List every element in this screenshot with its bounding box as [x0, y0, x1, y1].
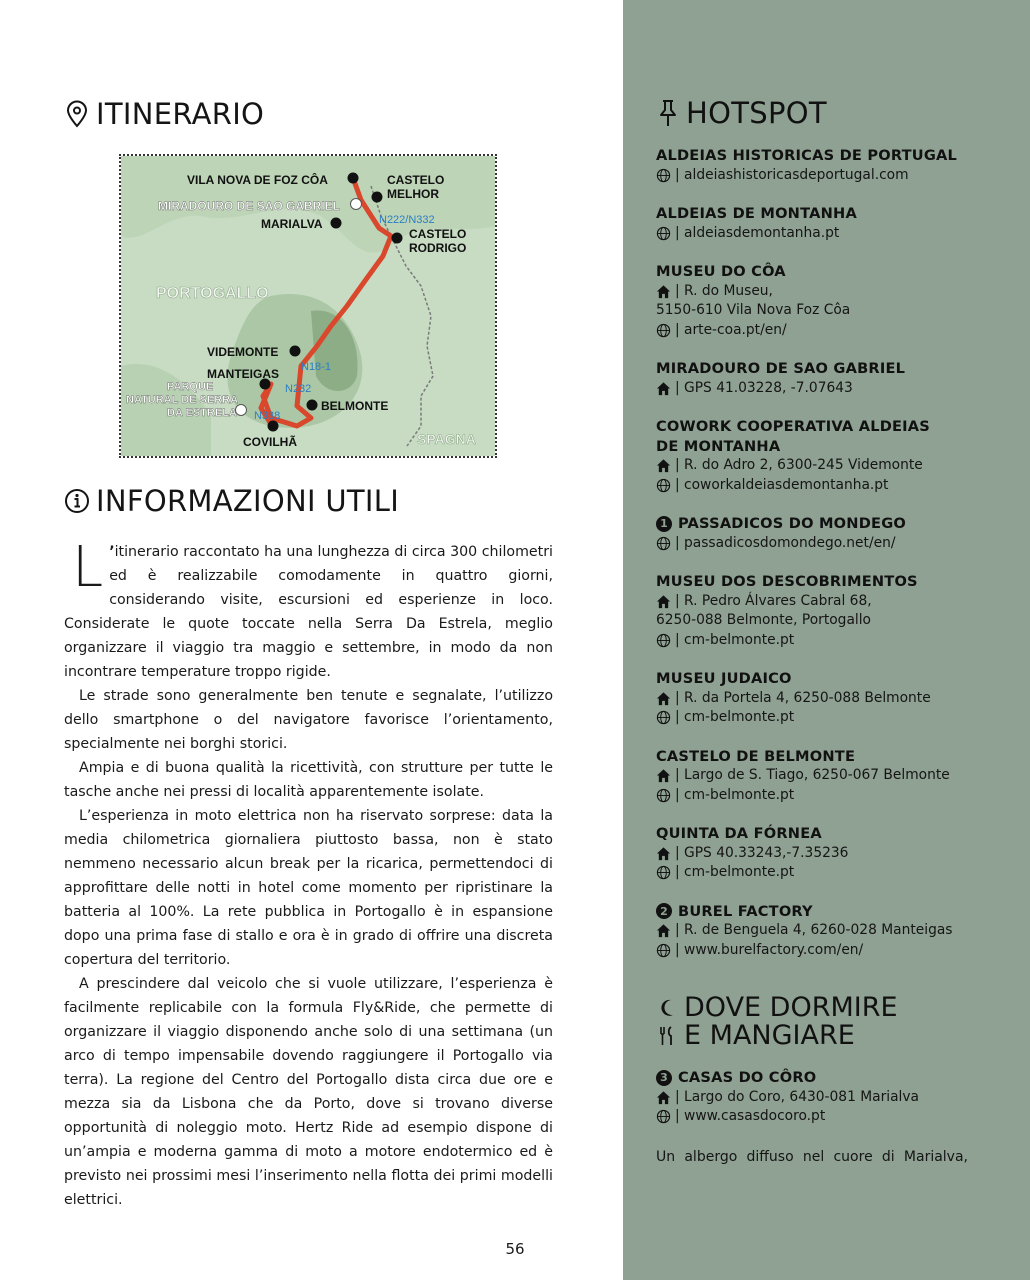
hotspot-entry: [656, 902, 996, 961]
hotspot-web-line: [656, 476, 996, 496]
globe-icon: [656, 226, 671, 241]
hotspot-address: | Largo de S. Tiago, 6250-067 Belmonte: [675, 767, 950, 783]
hotspot-address-line: [656, 1088, 968, 1108]
hotspot-entry: [656, 146, 996, 185]
dropcap-apostrophe: ’: [109, 544, 115, 560]
home-icon: [656, 923, 671, 938]
hotspot-entry: [656, 669, 996, 728]
hotspot-name-row: [656, 1068, 968, 1088]
paragraph-1: [64, 535, 553, 684]
hotspot-entry: [656, 572, 996, 650]
hotspot-name: PASSADICOS DO MONDEGO: [678, 515, 906, 532]
number-badge: 1: [656, 516, 672, 532]
hotspot-name-row: [656, 514, 996, 534]
hotspot-name: ALDEIAS DE MONTANHA: [656, 205, 857, 222]
hotspot-website[interactable]: | cm-belmonte.pt: [675, 864, 795, 880]
globe-icon: [656, 536, 671, 551]
hotspot-address: | R. da Portela 4, 6250-088 Belmonte: [675, 689, 931, 706]
hotspot-name: MUSEU JUDAICO: [656, 670, 792, 687]
hotspot-web-line: [656, 166, 996, 186]
map-pin-icon: [64, 100, 90, 128]
map-point-vila-nova: [348, 173, 359, 184]
map-label-parque-1: PARQUE: [167, 381, 214, 393]
hotspot-name: MUSEU DO CÔA: [656, 263, 786, 280]
paragraph-5: A prescindere dal veicolo che si vuole utilizzare, l’esperienza è facilmente replicabile con la formula Fly&Ride, che permette di organizzare il viaggio disponendo anche solo di una settimana (un arco di tempo impensabile dovendo raggiungere il Portogallo via terra). La regione del Centro del Portogallo dista circa due ore e mezza sia da Lisbona che da Porto, dove si trovano diverse opportunità di noleggio moto. Hertz Ride ad esempio dispone di un’ampia e moderna gamma di moto a motore endotermico ed è previsto nei prossimi mesi l’inserimento nella flotta dei primi modelli elettrici.: [64, 976, 553, 1208]
hotspot-name-2: DE MONTANHA: [656, 437, 781, 455]
hotspot-name-1: COWORK COOPERATIVA ALDEIAS: [656, 418, 931, 435]
home-icon: [656, 458, 671, 473]
map-label-road-n232: N232: [285, 383, 312, 395]
hotspot-web-line: [656, 863, 996, 883]
home-icon: [656, 691, 671, 706]
casas-description: Un albergo diffuso nel cuore di Marialva,: [656, 1149, 968, 1165]
globe-icon: [656, 1109, 671, 1124]
hotspot-name-row: [656, 902, 996, 922]
paragraph-2: Le strade sono generalmente ben tenute e segnalate, l’utilizzo dello smartphone o del navigatore favorisce l’orientamento, specialmente nei borghi storici.: [64, 688, 553, 752]
map-label-covilha: COVILHÃ: [243, 435, 297, 449]
dove-title-2: E MANGIARE: [684, 1020, 855, 1051]
hotspot-address-line: [656, 592, 996, 631]
map-point-marialva: [331, 218, 342, 229]
map-label-parque-3: DA ESTRELA: [167, 407, 237, 419]
home-icon: [656, 594, 671, 609]
hotspot-address-1: | R. do Museu,: [675, 282, 773, 299]
hotspot-address-2: 6250-088 Belmonte, Portogallo: [656, 612, 872, 628]
map-point-miradouro: [351, 199, 362, 210]
map-point-parque: [236, 405, 247, 416]
hotspot-website[interactable]: | cm-belmonte.pt: [675, 709, 795, 725]
home-icon: [656, 1090, 671, 1105]
globe-icon: [656, 943, 671, 958]
map-label-road-n222: N222/N332: [379, 214, 435, 226]
hotspot-web-line: [656, 631, 996, 651]
dove-heading-row-2: [658, 1022, 898, 1050]
map-label-castelo-melhor-1: CASTELO: [387, 173, 445, 187]
dove-title-1: DOVE DORMIRE: [684, 992, 898, 1023]
paragraph-3: Ampia e di buona qualità la ricettività, con strutture per tutte le tasche anche nei pressi di località apparentemente isolate.: [64, 760, 553, 800]
map-point-belmonte: [307, 400, 318, 411]
hotspot-name: MUSEU DOS DESCOBRIMENTOS: [656, 573, 918, 590]
hotspot-name: ALDEIAS HISTORICAS DE PORTUGAL: [656, 147, 957, 164]
map-label-castelo-rodrigo-1: CASTELO: [409, 227, 467, 241]
hotspot-list: [656, 146, 996, 979]
hotspot-website[interactable]: | www.casasdocoro.pt: [675, 1108, 826, 1124]
hotspot-name: QUINTA DA FÓRNEA: [656, 825, 822, 842]
itinerario-title: ITINERARIO: [96, 97, 265, 131]
hotspot-entry: [656, 514, 996, 553]
globe-icon: [656, 865, 671, 880]
hotspot-address: | GPS 40.33243,-7.35236: [675, 844, 849, 861]
pushpin-icon: [656, 98, 680, 128]
dove-dormire-heading: [658, 994, 898, 1050]
hotspot-address-line: [656, 766, 996, 786]
hotspot-website[interactable]: | aldeiasdemontanha.pt: [675, 224, 840, 241]
number-badge: 2: [656, 903, 672, 919]
map-point-castelo-melhor: [372, 192, 383, 203]
home-icon: [656, 284, 671, 299]
hotspot-name: BUREL FACTORY: [678, 902, 813, 920]
hotspot-address-line: [656, 689, 996, 709]
map-label-road-n338: N338: [254, 410, 281, 422]
hotspot-address-line: [656, 282, 996, 321]
hotspot-address: [656, 282, 851, 321]
dove-heading-row-1: [658, 994, 898, 1022]
hotspot-name: CASTELO DE BELMONTE: [656, 747, 856, 765]
hotspot-entry: [656, 747, 996, 806]
hotspot-entry: [656, 262, 996, 340]
casas-do-coro-entry: [656, 1068, 968, 1127]
hotspot-website[interactable]: | cm-belmonte.pt: [675, 786, 795, 803]
hotspot-address-line: [656, 921, 996, 941]
hotspot-website[interactable]: | cm-belmonte.pt: [675, 631, 795, 648]
hotspot-website[interactable]: | arte-coa.pt/en/: [675, 321, 787, 338]
map-label-marialva: MARIALVA: [261, 217, 323, 231]
globe-icon: [656, 323, 671, 338]
hotspot-website[interactable]: | www.burelfactory.com/en/: [675, 941, 864, 958]
hotspot-address-line: [656, 379, 996, 399]
map-label-spagna: SPAGNA: [417, 431, 476, 447]
route-map: [119, 154, 497, 458]
info-heading: [64, 484, 399, 518]
cutlery-icon: [658, 1025, 676, 1047]
globe-icon: [656, 478, 671, 493]
globe-icon: [656, 788, 671, 803]
hotspot-address-line: [656, 844, 996, 864]
hotspot-web-line: [656, 1107, 968, 1127]
home-icon: [656, 846, 671, 861]
map-label-portogallo: PORTOGALLO: [156, 285, 269, 302]
hotspot-entry: [656, 824, 996, 883]
hotspot-name: MIRADOURO DE SAO GABRIEL: [656, 360, 906, 377]
hotspot-entry: [656, 204, 996, 243]
hotspot-address-2: 5150-610 Vila Nova Foz Côa: [656, 302, 851, 318]
hotspot-website[interactable]: | passadicosdomondego.net/en/: [675, 534, 896, 551]
paragraph-4: L’esperienza in moto elettrica non ha riservato sorprese: data la media chilometrica giornaliera piuttosto bassa, non è stato nemmeno necessario alcun break per la ricarica, permettendoci di approfittare delle notti in hotel come momento per ripristinare la batteria al 100%. La rete pubblica in Portogallo è in espansione dopo una prima fase di stallo e ora è in grado di offrire una discreta copertura del territorio.: [64, 808, 553, 968]
home-icon: [656, 381, 671, 396]
info-title: INFORMAZIONI UTILI: [96, 484, 400, 518]
map-label-castelo-rodrigo-2: RODRIGO: [409, 241, 467, 255]
map-label-parque-2: NATURAL DE SERRA: [126, 394, 239, 406]
hotspot-web-line: [656, 941, 996, 961]
hotspot-web-line: [656, 708, 996, 728]
hotspot-address: | Largo do Coro, 6430-081 Marialva: [675, 1088, 920, 1105]
hotspot-entry: [656, 417, 996, 495]
globe-icon: [656, 633, 671, 648]
hotspot-web-line: [656, 321, 996, 341]
map-label-castelo-melhor-2: MELHOR: [387, 187, 439, 201]
article-body: [64, 535, 553, 1212]
map-label-road-n181: N18-1: [301, 361, 331, 373]
hotspot-address: | R. de Benguela 4, 6260-028 Manteigas: [675, 922, 953, 938]
home-icon: [656, 768, 671, 783]
hotspot-address: | R. do Adro 2, 6300-245 Videmonte: [675, 457, 923, 473]
hotspot-title: HOTSPOT: [686, 96, 827, 130]
hotspot-address-1: | R. Pedro Álvares Cabral 68,: [675, 592, 872, 609]
hotspot-name: CASAS DO CÔRO: [678, 1069, 817, 1086]
map-label-manteigas: MANTEIGAS: [207, 367, 279, 381]
info-icon: [64, 488, 90, 514]
route-map-graphic: [121, 156, 495, 456]
hotspot-web-line: [656, 224, 996, 244]
hotspot-address: | GPS 41.03228, -7.07643: [675, 379, 853, 396]
dropcap: L: [72, 535, 104, 600]
hotspot-address: [656, 592, 872, 631]
hotspot-address-line: [656, 456, 996, 476]
map-label-vila-nova: VILA NOVA DE FOZ CÔA: [187, 173, 328, 187]
paragraph-1-text: itinerario raccontato ha una lunghezza di circa 300 chilometri ed è realizzabile comodamente in quattro giorni, considerando visite, escursioni ed esperienze in loco. Considerate le quote toccate nella Serra Da Estrela, meglio organizzare il viaggio tra maggio e settembre, in modo da non incontrare temperature troppo rigide.: [64, 544, 553, 680]
itinerario-heading: [64, 97, 264, 131]
hotspot-website[interactable]: | coworkaldeiasdemontanha.pt: [675, 476, 889, 493]
hotspot-web-line: [656, 786, 996, 806]
moon-icon: [658, 997, 676, 1019]
globe-icon: [656, 710, 671, 725]
map-point-castelo-rodrigo: [392, 233, 403, 244]
map-label-miradouro: MIRADOURO DE SAO GABRIEL: [158, 199, 341, 213]
globe-icon: [656, 168, 671, 183]
hotspot-entry: [656, 359, 996, 398]
hotspot-web-line: [656, 534, 996, 554]
hotspot-heading: [656, 96, 827, 130]
number-badge: 3: [656, 1070, 672, 1086]
map-label-videmonte: VIDEMONTE: [207, 345, 279, 359]
map-label-belmonte: BELMONTE: [321, 399, 389, 413]
map-point-covilha: [268, 421, 279, 432]
hotspot-website[interactable]: | aldeiashistoricasdeportugal.com: [675, 166, 909, 183]
page-number: 56: [505, 1240, 525, 1258]
map-point-videmonte: [290, 346, 301, 357]
